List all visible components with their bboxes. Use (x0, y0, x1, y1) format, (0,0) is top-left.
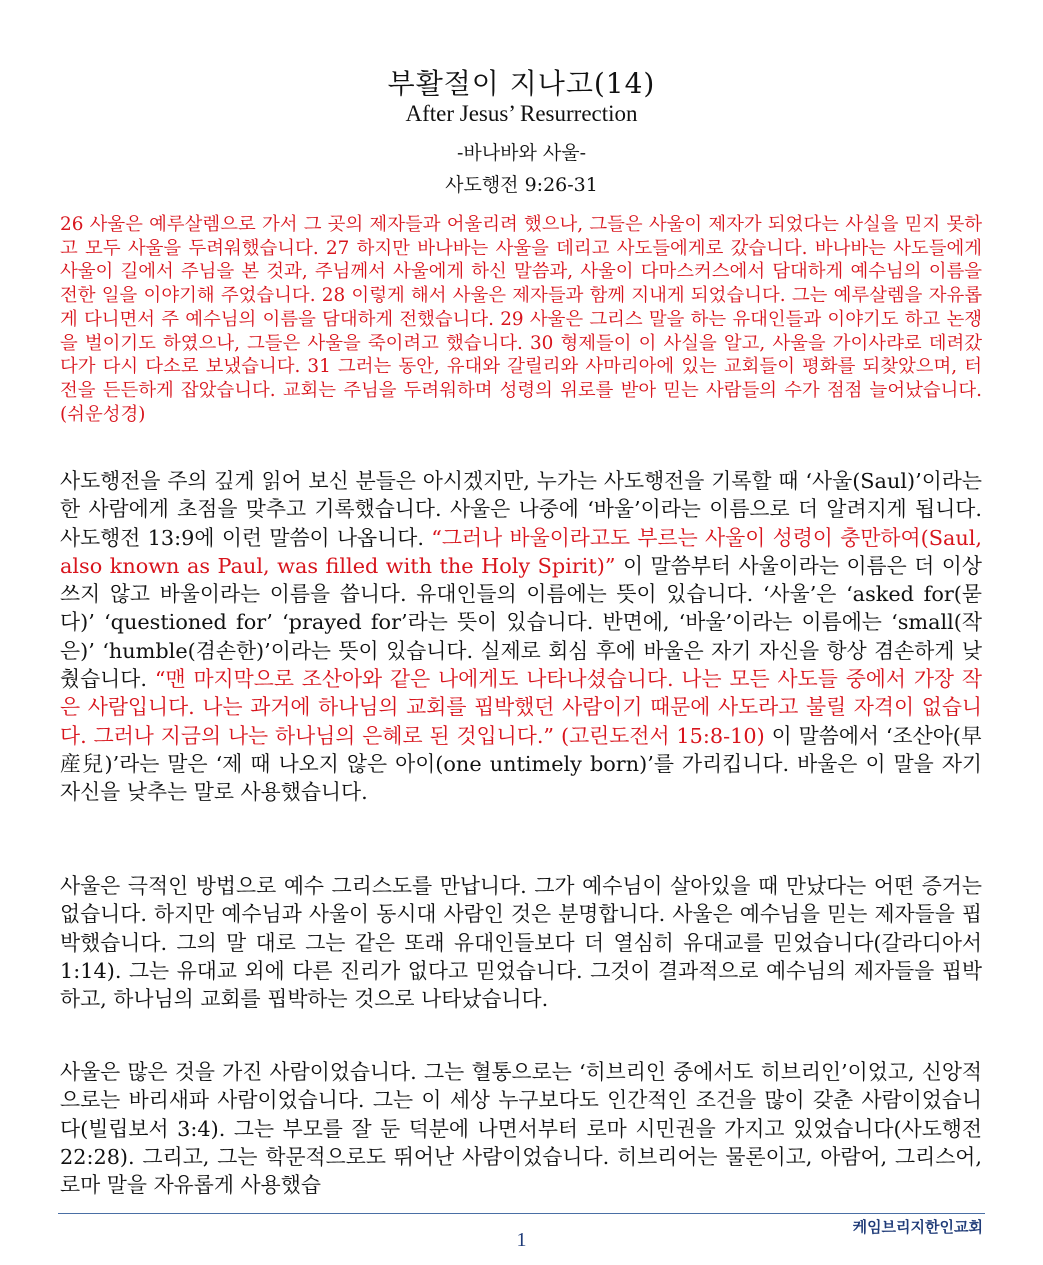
paragraph-text: 이 말씀부터 사울이라는 이름은 더 이상 쓰지 않고 바울이라는 이름을 씁니다. 유대인들의 이름에는 뜻이 있습니다. ‘사울’은 ‘asked for(묻다)’ ‘questioned for’ ‘prayed for’라는 뜻이 있습니다. 반면에, ‘바울’이라는 이름에는 ‘small(작은)’ ‘humble(겸손한)’이라는 뜻이 있습니다. 실제로 회심 후에 바울은 자기 자신을 항상 겸손하게 낮췄습니다. (60, 553, 982, 692)
church-name: 케임브리지한인교회 (852, 1218, 983, 1236)
body-paragraph-3: 사울은 많은 것을 가진 사람이었습니다. 그는 혈통으로는 ‘히브리인 중에서도 히브리인’이었고, 신앙적으로는 바리새파 사람이었습니다. 그는 이 세상 누구보다도 인간적인 조건을 많이 갖춘 사람이었습니다(빌립보서 3:4). 그는 부모를 잘 둔 덕분에 나면서부터 로마 시민권을 가지고 있었습니다(사도행전 22:28). 그리고, 그는 학문적으로도 뛰어난 사람이었습니다. 히브리어는 물론이고, 아람어, 그리스어, 로마 말을 자유롭게 사용했습 (60, 1060, 982, 1198)
page-number: 1 (516, 1229, 527, 1251)
body-paragraph-1 (60, 467, 982, 807)
paragraph-text: 이 말씀에서 ‘조산아(早産兒)’라는 말은 ‘제 때 나오지 않은 아이(one untimely born)’를 가리킵니다. 바울은 이 말을 자기 자신을 낮추는 말로 사용했습니다. (60, 723, 982, 805)
scripture-reference: 사도행전 9:26-31 (445, 174, 598, 196)
footer-divider (58, 1213, 985, 1214)
page-subtitle: After Jesus’ Resurrection (405, 101, 638, 126)
paragraph-text: 사도행전을 주의 깊게 읽어 보신 분들은 아시겠지만, 누가는 사도행전을 기록할 때 ‘사울(Saul)’이라는 한 사람에게 초점을 맞추고 기록했습니다. 사울은 나중에 ‘바울’이라는 이름으로 더 알려지게 됩니다. 사도행전 13:9에 이런 말씀이 나옵니다. (60, 469, 982, 550)
quote-1-corinthians-15: “맨 마지막으로 조산아와 같은 나에게도 나타나셨습니다. 나는 모든 사도들 중에서 가장 작은 사람입니다. 나는 과거에 하나님의 교회를 핍박했던 사람이기 때문에 사도라고 불릴 자격이 없습니다. 그러나 지금의 나는 하나님의 은혜로 된 것입니다.” (고린도전서 15:8-10) (60, 667, 982, 748)
body-paragraph-2: 사울은 극적인 방법으로 예수 그리스도를 만납니다. 그가 예수님이 살아있을 때 만났다는 어떤 증거는 없습니다. 하지만 예수님과 사울이 동시대 사람인 것은 분명합니다. 사울은 예수님을 믿는 제자들을 핍박했습니다. 그의 말 대로 그는 같은 또래 유대인들보다 더 열심히 유대교를 믿었습니다(갈라디아서 1:14). 그는 유대교 외에 다른 진리가 없다고 믿었습니다. 그것이 결과적으로 예수님의 제자들을 핍박하고, 하나님의 교회를 핍박하는 것으로 나타났습니다. (60, 874, 982, 1012)
quote-acts-13-9: “그러나 바울이라고도 부르는 사울이 성령이 충만하여(Saul, also known as Paul, was filled with the Holy Spirit)” (60, 525, 983, 578)
scripture-passage: 26 사울은 예루살렘으로 가서 그 곳의 제자들과 어울리려 했으나, 그들은 사울이 제자가 되었다는 사실을 믿지 못하고 모두 사울을 두려워했습니다. 27 하지만 바나바는 사울을 데리고 사도들에게로 갔습니다. 바나바는 사도들에게 사울이 길에서 주님을 본 것과, 주님께서 사울에게 하신 말씀과, 사울이 다마스커스에서 담대하게 예수님의 이름을 전한 일을 이야기해 주었습니다. 28 이렇게 해서 사울은 제자들과 함께 지내게 되었습니다. 그는 예루살렘을 자유롭게 다니면서 주 예수님의 이름을 담대하게 전했습니다. 29 사울은 그리스 말을 하는 유대인들과 이야기도 하고 논쟁을 벌이기도 하였으나, 그들은 사울을 죽이려고 했습니다. 30 형제들이 이 사실을 알고, 사울을 가이사랴로 데려갔다가 다시 다소로 보냈습니다. 31 그러는 동안, 유대와 갈릴리와 사마리아에 있는 교회들이 평화를 되찾았으며, 터전을 든든하게 잡았습니다. 교회는 주님을 두려워하며 성령의 위로를 받아 믿는 사람들의 수가 점점 늘어났습니다. (쉬운성경) (60, 214, 982, 425)
section-tag: -바나바와 사울- (456, 142, 586, 164)
page-title: 부활절이 지나고(14) (387, 67, 656, 100)
